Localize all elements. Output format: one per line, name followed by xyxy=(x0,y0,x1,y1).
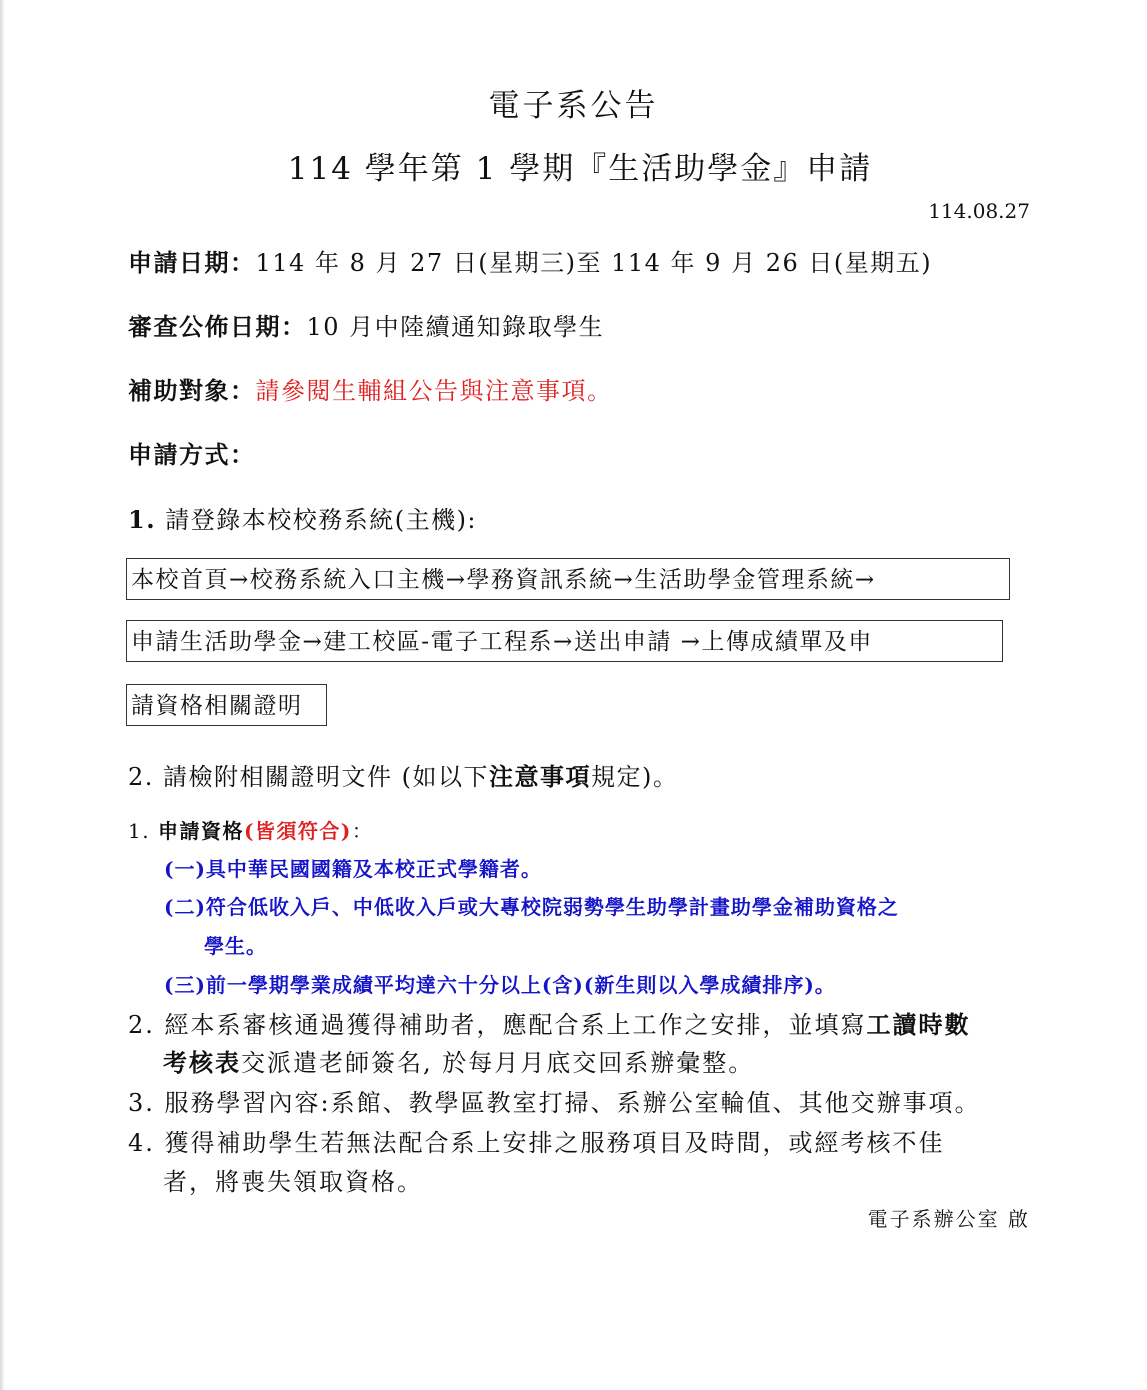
step2-number: 2. xyxy=(128,763,154,791)
note-item2-bold2: 考核表 xyxy=(163,1048,241,1077)
review-date-label: 審查公佈日期： xyxy=(128,312,307,341)
apply-period-label: 申請日期： xyxy=(128,248,256,277)
note-item4-line2: 者，將喪失領取資格。 xyxy=(163,1168,423,1196)
note-item4-text1: 獲得補助學生若無法配合系上安排之服務項目及時間，或經考核不佳 xyxy=(164,1129,945,1157)
step2-post: 規定)。 xyxy=(591,763,679,791)
review-date-value: 10 月中陸續通知錄取學生 xyxy=(306,313,605,341)
note-item4-number: 4. xyxy=(128,1129,155,1157)
note-item2-line1 xyxy=(128,1005,971,1040)
note-item3-text: 服務學習內容:系館、教學區教室打掃、系辦公室輪值、其他交辦事項。 xyxy=(164,1089,981,1117)
path-box-3: 請資格相關證明 xyxy=(126,684,327,726)
step1-text: 請登錄本校校務系統(主機): xyxy=(165,506,478,534)
note-item2-number: 2. xyxy=(128,1011,155,1039)
path-box-1: 本校首頁→校務系統入口主機→學務資訊系統→生活助學金管理系統→ xyxy=(126,558,1010,600)
note-item1-red: (皆須符合) xyxy=(243,819,352,843)
step1-number: 1. xyxy=(128,505,157,534)
requirement-2-cont: 學生。 xyxy=(204,934,267,958)
note-item2-line2 xyxy=(163,1043,754,1078)
note-item2-pre: 經本系審核通過獲得補助者，應配合系上工作之安排，並填寫 xyxy=(164,1011,867,1039)
method-label: 申請方式： xyxy=(128,440,256,469)
note-item3-number: 3. xyxy=(128,1089,155,1117)
step2-bold: 注意事項 xyxy=(489,762,592,791)
note-item3 xyxy=(128,1083,981,1118)
page-subtitle: 114 學年第 1 學期『生活助學金』申請 xyxy=(287,151,873,187)
note-item2-post: 交派遣老師簽名, 於每月月底交回系辦彙整。 xyxy=(241,1049,755,1077)
note-item1-colon: ： xyxy=(351,819,374,843)
note-item1-label: 申請資格 xyxy=(157,819,244,843)
target-line xyxy=(128,371,613,406)
signature: 電子系辦公室 啟 xyxy=(867,1207,1030,1231)
note-item4-line1 xyxy=(128,1123,945,1158)
note-item2-bold1: 工讀時數 xyxy=(866,1010,971,1039)
note-item1 xyxy=(128,815,373,844)
page-edge-shadow xyxy=(0,0,5,1390)
page-title: 電子系公告 xyxy=(488,88,659,124)
requirement-2: (二)符合低收入戶、中低收入戶或大專校院弱勢學生助學計畫助學金補助資格之 xyxy=(164,895,899,919)
announcement-date: 114.08.27 xyxy=(928,199,1030,223)
path-box-2: 申請生活助學金→建工校區-電子工程系→送出申請 →上傳成績單及申 xyxy=(126,620,1003,662)
step1-line xyxy=(128,500,477,535)
requirement-3: (三)前一學期學業成績平均達六十分以上(含)(新生則以入學成績排序)。 xyxy=(164,973,836,997)
requirement-1: (一)具中華民國國籍及本校正式學籍者。 xyxy=(164,857,542,881)
step2-line xyxy=(128,757,678,792)
note-item1-number: 1. xyxy=(128,819,151,843)
step2-pre: 請檢附相關證明文件 (如以下 xyxy=(163,763,490,791)
apply-period-line xyxy=(128,243,932,278)
apply-period-value: 114 年 8 月 27 日(星期三)至 114 年 9 月 26 日(星期五) xyxy=(255,249,933,277)
method-line xyxy=(128,435,256,470)
review-date-line xyxy=(128,307,604,342)
target-value: 請參閱生輔組公告與注意事項。 xyxy=(255,377,613,405)
target-label: 補助對象： xyxy=(128,376,256,405)
